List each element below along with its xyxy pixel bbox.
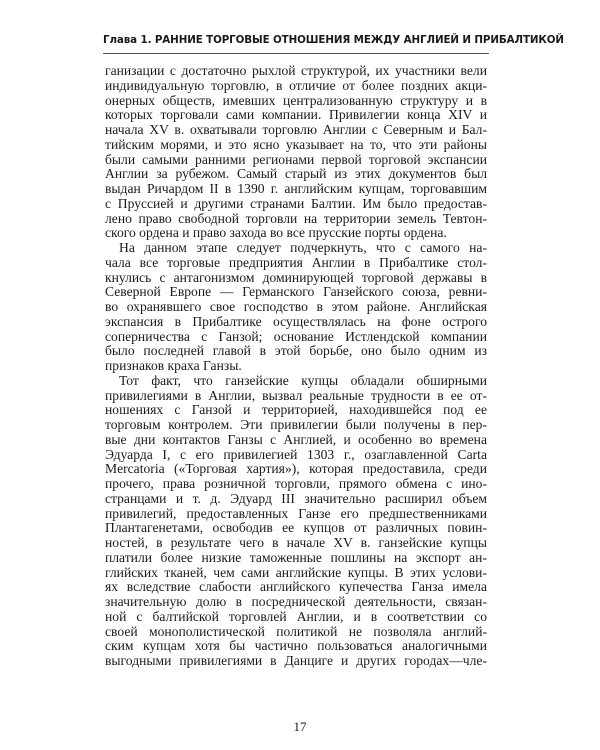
text-line: тийским морями, и это ясно указывает на то, что эти районы [105, 136, 487, 152]
text-line: вые дни контактов Ганзы с Англией, и особенно во времена [105, 431, 487, 447]
text-line: Тот факт, что ганзейские купцы обладали обширными [119, 372, 487, 388]
text-line: которых торговали сами компании. Привилегии конца XIV и [105, 107, 487, 123]
header-rule [103, 53, 489, 54]
text-line: Эдуарда I, с его привилегией 1303 г., озаглавленной Carta [105, 446, 487, 462]
text-line: были самыми ранними регионами первой торговой экспансии [105, 151, 487, 167]
paragraph [105, 374, 487, 669]
text-line: кнулись с антагонизмом доминирующей торговой державы в [105, 269, 487, 285]
text-line: начала XV в. охватывали торговлю Англии с Северным и Бал- [105, 122, 487, 137]
text-line: признаков краха Ганзы. [105, 358, 242, 373]
text-line: ях вследствие слабости английского купечества Ганза имела [105, 579, 487, 595]
text-line: лено право свободной торговли на территории земель Тевтон- [105, 210, 487, 226]
running-header: Глава 1. РАННИЕ ТОРГОВЫЕ ОТНОШЕНИЯ МЕЖДУ АНГЛИЕЙ И ПРИБАЛТИКОЙ [103, 34, 564, 46]
text-line: было последней главой в этой борьбе, оно было одним из [105, 343, 487, 359]
text-line: странцами и т. д. Эдуард III значительно расширил объем [105, 490, 487, 506]
text-line: Mercatoria («Торговая хартия»), которая предоставила, среди [105, 461, 487, 477]
paragraph [105, 64, 487, 241]
text-line: платили более низкие таможенные пошлины на экспорт ан- [105, 549, 487, 565]
text-line: Северной Европе — Германского Ганзейского союза, ревни- [105, 284, 487, 300]
text-line: выгодными привилегиями в Данциге и других городах—чле- [105, 653, 487, 668]
text-line: привилегиями в Англии, вызвал реальные трудности в ее от- [105, 387, 487, 403]
text-line: ского ордена и право захода во все прусские порты ордена. [105, 225, 447, 241]
text-line: Англии за рубежом. Самый старый из этих документов был [105, 166, 487, 182]
text-line: привилегий, предоставленных Ганзе его предшественниками [105, 505, 487, 521]
text-line: значительную долю в посреднической деятельности, связан- [105, 594, 487, 609]
text-line: ским купцам хотя бы частично пользоваться аналогичными [105, 638, 487, 654]
text-line: чала все торговые предприятия Англии в Прибалтике стол- [105, 254, 487, 270]
text-line: глийских тканей, чем сами английские купцы. В этих услови- [105, 564, 487, 580]
text-line: онерных обществ, имевших централизованную структуру и в [105, 92, 487, 108]
text-line: своей монополистической политикой не позволяла англий- [105, 623, 487, 639]
text-line: ностей, в результате чего в начале XV в. ганзейские купцы [105, 535, 487, 550]
text-line: экспансия в Прибалтике осуществлялась на фоне острого [105, 313, 487, 329]
text-line: выдан Ричардом II в 1390 г. английским купцам, торговавшим [105, 181, 487, 196]
text-line: прочего, права розничной торговли, прямого обмена с ино- [105, 476, 487, 491]
text-line: ношениях с Ганзой и территорией, находившейся под ее [105, 402, 487, 418]
paragraph [105, 241, 487, 374]
text-line: ной с балтийской торговлей Англии, и в соответствии со [105, 608, 487, 624]
text-line: На данном этапе следует подчеркнуть, что с самого на- [119, 240, 487, 255]
text-line: во охранявшего свое господство в этом районе. Английская [105, 299, 487, 314]
text-line: ганизации с достаточно рыхлой структурой, их участники вели [105, 63, 487, 78]
page-number: 17 [293, 719, 307, 734]
text-line: торговым контролем. Эти привилегии были получены в пер- [105, 417, 487, 432]
text-line: Плантагенетами, освободив ее купцов от различных повин- [105, 520, 487, 536]
text-line: соперничества с Ганзой; основание Истлендской компании [105, 328, 487, 344]
text-line: индивидуальную торговлю, в отличие от более поздних акци- [105, 77, 487, 93]
body-text [105, 64, 487, 669]
text-line: с Пруссией и другими странами Балтии. Им было предостав- [105, 195, 487, 211]
